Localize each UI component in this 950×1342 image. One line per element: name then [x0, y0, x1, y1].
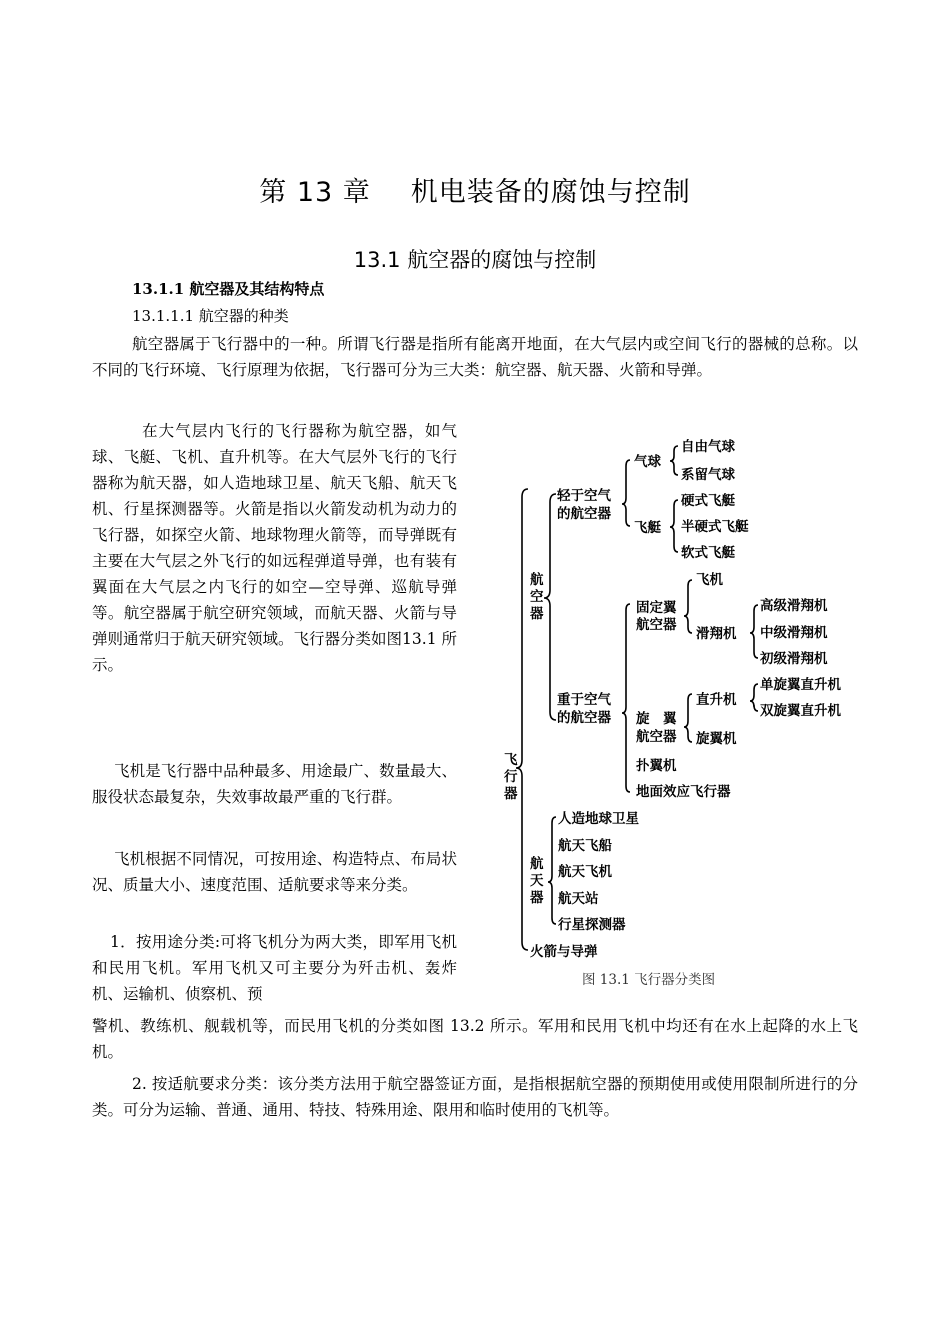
- aircraft-classification-diagram: [490, 432, 855, 967]
- section-title: 13.1 航空器的腐蚀与控制: [353, 248, 597, 272]
- label-hangtianfeiji: 航天飞机: [558, 864, 612, 880]
- paragraph-airworthiness: 2. 按适航要求分类：该分类方法用于航空器签证方面，是指根据航空器的预期使用或使用限制所进行的分类。可分为运输、普通、通用、特技、特殊用途、限用和临时使用的飞机等。: [92, 1075, 858, 1119]
- label-root: 飞行器: [504, 752, 518, 802]
- bracket-huaxiang: [750, 605, 758, 658]
- label-feichuan: 航天飞船: [558, 838, 612, 854]
- label-chuji: 初级滑翔机: [760, 651, 828, 667]
- label-xuanyi-line1: 旋 翼: [636, 711, 677, 727]
- label-danxuan: 单旋翼直升机: [760, 677, 841, 693]
- label-feiting: 飞艇: [634, 520, 661, 536]
- label-zhong-line1: 重于空气: [557, 692, 611, 708]
- bracket-xuanyi: [684, 694, 692, 742]
- label-feiji: 飞机: [696, 572, 723, 588]
- paragraph-definitions: 在大气层内飞行的飞行器称为航空器，如气球、飞艇、飞机、直升机等。在大气层外飞行的飞行器称为航天器，如人造地球卫星、航天飞船、航天飞机、行星探测器等。火箭是指以火箭发动机为动力的飞行器，如探空火箭、地球物理火箭等，而导弹既有主要在大气层之外飞行的如远程弹道导弹，也有装有翼面在大气层之内飞行的如空—空导弹、巡航导弹等。航空器属于航空研究领域，而航天器、火箭与导弹则通常归于航天研究领域。飞行器分类如图13.1 所示。: [92, 422, 457, 674]
- bracket-feiting: [670, 500, 678, 552]
- bracket-hangtianqi: [548, 817, 556, 924]
- subsection-title: 13.1.1 航空器及其结构特点: [132, 280, 325, 298]
- label-qing-line2: 的航空器: [557, 506, 611, 522]
- label-xuanyi-line2: 航空器: [636, 729, 677, 745]
- bracket-root: [516, 489, 528, 950]
- paragraph-classification: 飞机根据不同情况，可按用途、构造特点、布局状况、质量大小、速度范围、适航要求等来分类。: [92, 850, 457, 894]
- label-hangkongqi: 航空器: [530, 572, 544, 622]
- paragraph-aircraft: 飞机是飞行器中品种最多、用途最广、数量最大、服役状态最复杂，失效事故最严重的飞行群。: [92, 762, 457, 806]
- paragraph-by-use: 1．按用途分类:可将飞机分为两大类，即军用飞机和民用飞机。军用飞机又可主要分为歼击机、轰炸机、运输机、侦察机、预: [92, 933, 457, 1003]
- label-xiliu: 系留气球: [681, 467, 735, 483]
- figure-caption: 图 13.1 飞行器分类图: [582, 972, 716, 988]
- paragraph-by-use-continued: 警机、教练机、舰载机等，而民用飞机的分类如图 13.2 所示。军用和民用飞机中均还有在水上起降的水上飞机。: [92, 1017, 858, 1061]
- label-zhong-line2: 的航空器: [557, 710, 611, 726]
- label-gaoji: 高级滑翔机: [760, 598, 828, 614]
- label-banying: 半硬式飞艇: [681, 519, 749, 535]
- label-qiqiu: 气球: [634, 454, 661, 470]
- label-huaxiang: 滑翔机: [696, 626, 737, 642]
- label-zhongji: 中级滑翔机: [760, 625, 828, 641]
- label-tance: 行星探测器: [558, 917, 626, 933]
- chapter-number: 第 13 章: [259, 177, 371, 208]
- bracket-hangkongqi: [544, 494, 556, 720]
- label-weixing: 人造地球卫星: [558, 811, 639, 827]
- bracket-zhisheng: [750, 684, 758, 711]
- label-huojian: 火箭与导弹: [530, 944, 598, 960]
- label-qing-line1: 轻于空气: [557, 488, 611, 504]
- bracket-guding: [684, 580, 692, 633]
- label-guding-line1: 固定翼: [636, 600, 677, 616]
- label-zhisheng: 直升机: [696, 692, 737, 708]
- chapter-name: 机电装备的腐蚀与控制: [410, 177, 691, 208]
- label-shuangxuan: 双旋翼直升机: [760, 703, 841, 719]
- paragraph-intro: 航空器属于飞行器中的一种。所谓飞行器是指所有能离开地面，在大气层内或空间飞行的器械的总称。以不同的飞行环境、飞行原理为依据，飞行器可分为三大类：航空器、航天器、火箭和导弹。: [92, 335, 858, 379]
- subsubsection-title: 13.1.1.1 航空器的种类: [132, 307, 289, 325]
- label-ruanshi: 软式飞艇: [681, 545, 735, 561]
- chapter-title: [0, 170, 950, 209]
- bracket-qiqiu: [670, 446, 678, 475]
- label-zhan: 航天站: [558, 891, 599, 907]
- label-yingshi: 硬式飞艇: [681, 493, 735, 509]
- bracket-zhong: [622, 604, 630, 792]
- label-xuanyiji: 旋翼机: [696, 731, 737, 747]
- label-dimian: 地面效应飞行器: [636, 784, 731, 800]
- label-puyi: 扑翼机: [636, 758, 677, 774]
- label-guding-line2: 航空器: [636, 617, 677, 633]
- bracket-qing: [622, 460, 630, 526]
- label-hangtianqi: 航天器: [530, 856, 544, 906]
- label-ziyou: 自由气球: [681, 439, 735, 455]
